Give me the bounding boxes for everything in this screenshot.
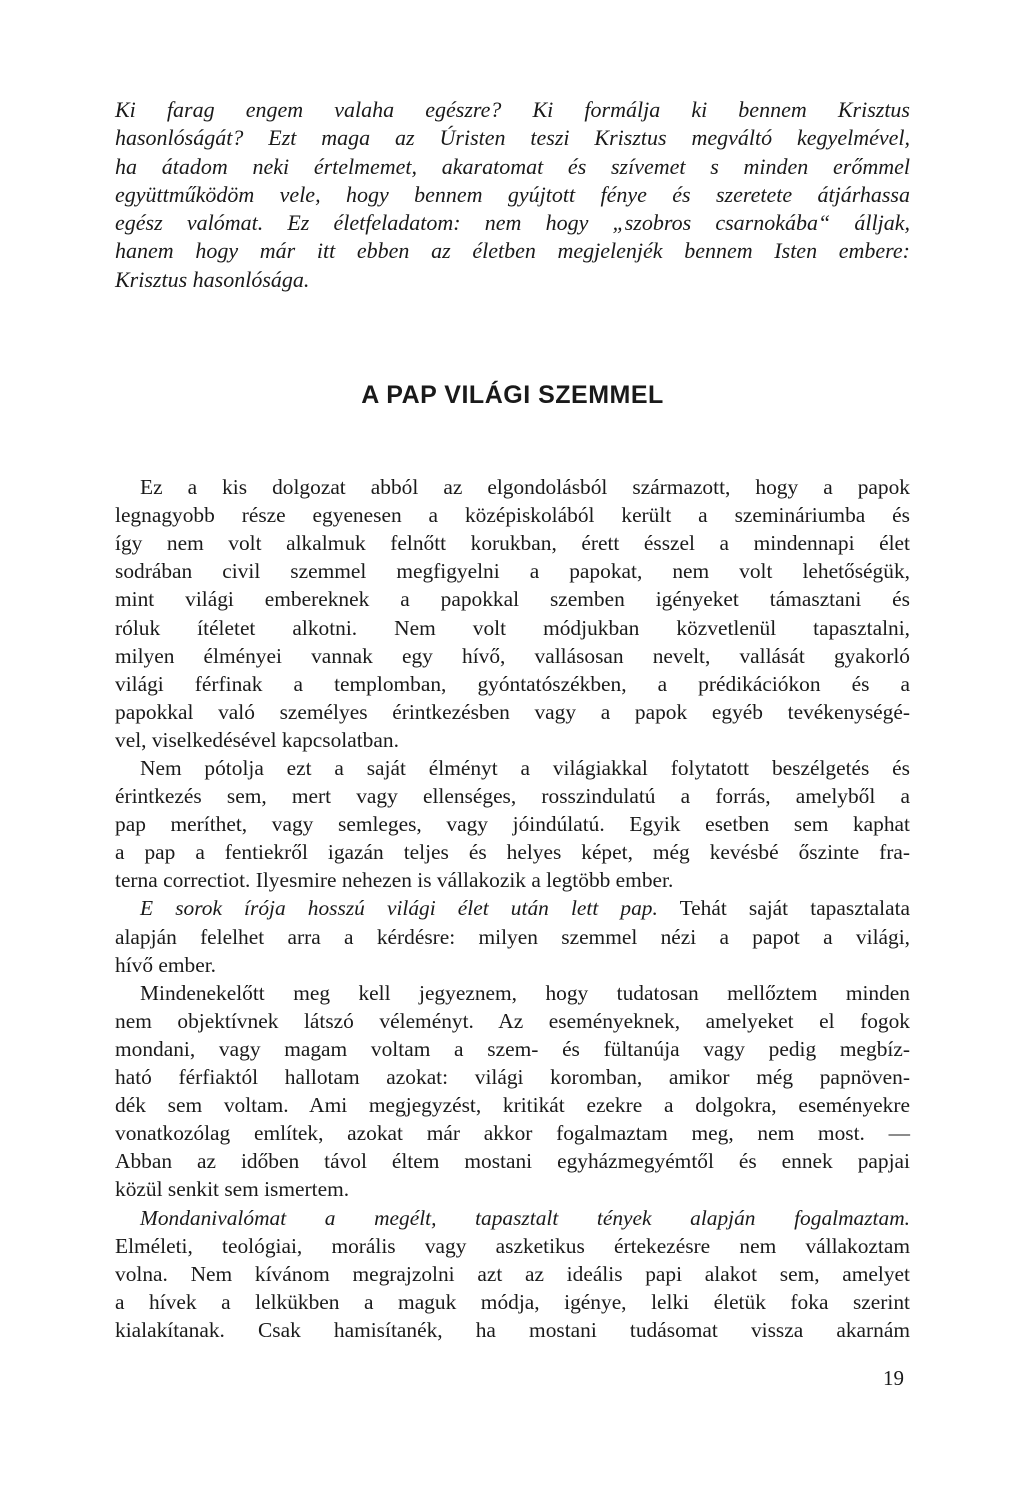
text-line bbox=[115, 1091, 910, 1119]
body-paragraph bbox=[115, 754, 910, 894]
text-line bbox=[115, 782, 910, 810]
text-line bbox=[115, 754, 910, 782]
text-line bbox=[115, 1147, 910, 1175]
section-body bbox=[115, 473, 910, 1344]
plain-text: milyen élményei vannak egy hívő, vallásosan nevelt, vallását gyakorló bbox=[115, 643, 910, 668]
plain-text: mint világi embereknek a papokkal szemben igényeket támasztani és bbox=[115, 587, 910, 612]
plain-text: Nem pótolja ezt a saját élményt a világiakkal folytatott beszélgetés és bbox=[140, 756, 910, 781]
text-line bbox=[115, 923, 910, 951]
plain-text: pap meríthet, vagy semleges, vagy jóindúlatú. Egyik esetben sem kaphat bbox=[115, 812, 910, 837]
plain-text: érintkezés sem, mert vagy ellenséges, rosszindulatú a forrás, amelyből a bbox=[115, 784, 910, 809]
plain-text: Ez a kis dolgozat abból az elgondolásból származott, hogy a papok bbox=[140, 475, 910, 500]
italic-text: E sorok írója hosszú világi élet után lett pap. bbox=[140, 896, 658, 921]
text-line bbox=[115, 726, 910, 754]
intro-line: egész valómat. Ez életfeladatom: nem hogy „szobros csarnokába“ álljak, bbox=[115, 210, 910, 236]
plain-text: papokkal való személyes érintkezésben vagy a papok egyéb tevékenységé- bbox=[115, 699, 910, 724]
plain-text: vonatkozólag említek, azokat már akkor fogalmaztam meg, nem most. — bbox=[115, 1121, 910, 1146]
plain-text: róluk ítéletet alkotni. Nem volt módjukban közvetlenül tapasztalni, bbox=[115, 615, 910, 640]
text-line bbox=[115, 1316, 910, 1344]
plain-text: volna. Nem kívánom megrajzolni azt az ideális papi alakot sem, amelyet bbox=[115, 1261, 910, 1286]
text-line bbox=[115, 642, 910, 670]
plain-text: kialakítanak. Csak hamisítanék, ha mostani tudásomat vissza akarnám bbox=[115, 1317, 910, 1342]
text-line bbox=[115, 1119, 910, 1147]
text-line bbox=[115, 473, 910, 501]
text-line bbox=[115, 1232, 910, 1260]
body-paragraph bbox=[115, 979, 910, 1204]
plain-text: vel, viselkedésével kapcsolatban. bbox=[115, 727, 399, 752]
text-line bbox=[115, 585, 910, 613]
text-line bbox=[115, 529, 910, 557]
plain-text: Elméleti, teológiai, morális vagy aszketikus értekezésre nem vállakoztam bbox=[115, 1233, 910, 1258]
plain-text: nem objektívnek látszó véleményt. Az eseményeknek, amelyeket el fogok bbox=[115, 1008, 910, 1033]
intro-line: Ki farag engem valaha egészre? Ki formálja ki bennem Krisztus bbox=[115, 97, 910, 122]
plain-text: Abban az időben távol éltem mostani egyházmegyémtől és ennek papjai bbox=[115, 1149, 910, 1174]
page-number: 19 bbox=[883, 1366, 904, 1390]
body-paragraph bbox=[115, 473, 910, 754]
intro-paragraph bbox=[115, 96, 910, 294]
text-line bbox=[115, 810, 910, 838]
plain-text: ható férfiaktól hallotam azokat: világi koromban, amikor még papnöven- bbox=[115, 1065, 910, 1090]
plain-text: legnagyobb része egyenesen a középiskolából került a szemináriumba és bbox=[115, 503, 910, 528]
text-line bbox=[115, 1204, 910, 1232]
intro-line: együttműködöm vele, hogy bennem gyújtott fénye és szeretete átjárhassa bbox=[115, 181, 910, 207]
text-line bbox=[115, 1035, 910, 1063]
body-paragraph bbox=[115, 1204, 910, 1344]
plain-text: a pap a fentiekről igazán teljes és helyes képet, még kevésbé őszinte fra- bbox=[115, 840, 910, 865]
plain-text: világi férfinak a templomban, gyóntatószékben, a prédikációkon és a bbox=[115, 671, 910, 696]
body-paragraph bbox=[115, 894, 910, 978]
text-line bbox=[115, 951, 910, 979]
plain-text: dék sem voltam. Ami megjegyzést, kritikát ezekre a dolgokra, eseményekre bbox=[115, 1093, 910, 1118]
intro-line: hasonlóságát? Ezt maga az Úristen teszi Krisztus megváltó kegyelmével, bbox=[115, 125, 910, 151]
text-line bbox=[115, 1007, 910, 1035]
text-line bbox=[115, 1288, 910, 1316]
plain-text: hívő ember. bbox=[115, 952, 216, 977]
text-line bbox=[115, 1175, 910, 1203]
plain-text: terna correctiot. Ilyesmire nehezen is vállakozik a legtöbb ember. bbox=[115, 868, 674, 893]
text-line bbox=[115, 979, 910, 1007]
italic-text: Mondanivalómat a megélt, tapasztalt tények alapján fogalmaztam. bbox=[140, 1205, 910, 1230]
plain-text: sodrában civil szemmel megfigyelni a papokat, nem volt lehetőségük, bbox=[115, 559, 910, 584]
plain-text: alapján felelhet arra a kérdésre: milyen szemmel nézi a papot a világi, bbox=[115, 924, 910, 949]
intro-line: Krisztus hasonlósága. bbox=[115, 266, 310, 292]
plain-text: Tehát saját tapasztalata bbox=[657, 896, 911, 921]
text-line bbox=[115, 838, 910, 866]
text-line bbox=[115, 894, 910, 922]
text-line bbox=[115, 1260, 910, 1288]
plain-text: Mindenekelőtt meg kell jegyeznem, hogy tudatosan mellőztem minden bbox=[140, 980, 910, 1005]
section-heading: A PAP VILÁGI SZEMMEL bbox=[361, 381, 664, 410]
text-line bbox=[115, 698, 910, 726]
text-line bbox=[115, 670, 910, 698]
plain-text: a hívek a lelkükben a maguk módja, igénye, lelki életük foka szerint bbox=[115, 1289, 910, 1314]
text-line bbox=[115, 1063, 910, 1091]
intro-line: hanem hogy már itt ebben az életben megjelenjék bennem Isten embere: bbox=[115, 238, 910, 264]
text-line bbox=[115, 501, 910, 529]
plain-text: közül senkit sem ismertem. bbox=[115, 1177, 350, 1202]
intro-line: ha átadom neki értelmemet, akaratomat és szívemet s minden erőmmel bbox=[115, 153, 910, 179]
plain-text: így nem volt alkalmuk felnőtt korukban, érett ésszel a mindennapi élet bbox=[115, 531, 910, 556]
plain-text: mondani, vagy magam voltam a szem- és fültanúja vagy pedig megbíz- bbox=[115, 1036, 910, 1061]
text-line bbox=[115, 614, 910, 642]
page-body bbox=[115, 96, 910, 1344]
text-line bbox=[115, 557, 910, 585]
text-line bbox=[115, 866, 910, 894]
